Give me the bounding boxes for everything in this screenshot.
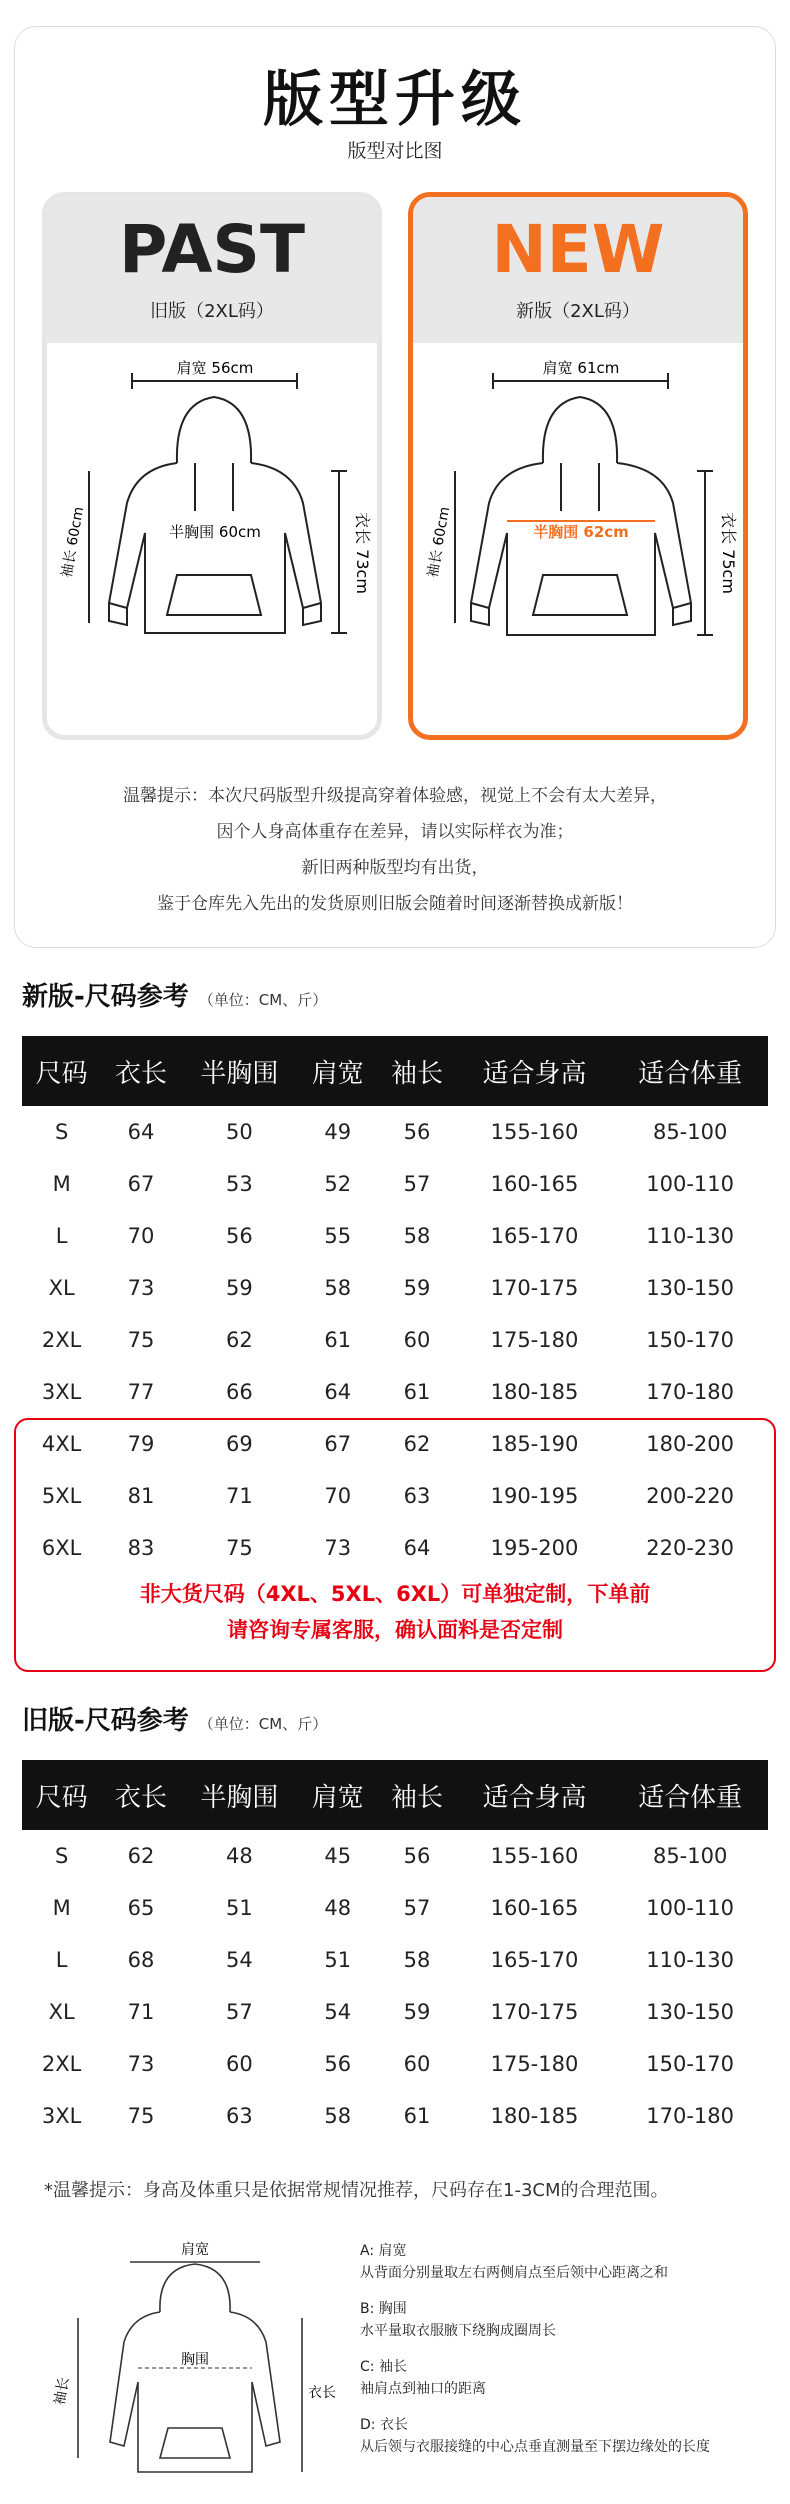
- table-cell: 70: [127, 1224, 155, 1248]
- table-cell: 48: [324, 1896, 352, 1920]
- table-cell: 61: [324, 1328, 352, 1352]
- table-cell: 150-170: [646, 1328, 735, 1352]
- column-header: 肩宽: [298, 1036, 377, 1106]
- table-cell: 58: [324, 1276, 352, 1300]
- column-header: 适合体重: [612, 1036, 768, 1106]
- notice-line: 温馨提示：本次尺码版型升级提高穿着体验感，视觉上不会有太大差异，: [123, 786, 667, 806]
- table-cell: 57: [225, 2000, 253, 2024]
- table-row: [22, 1366, 768, 1418]
- table-row: [22, 1882, 768, 1934]
- table-cell: 58: [403, 1948, 431, 1972]
- table-cell: 100-110: [646, 1896, 735, 1920]
- table-cell: M: [52, 1172, 71, 1196]
- table-cell: 81: [127, 1484, 155, 1508]
- table-cell: 50: [225, 1120, 253, 1144]
- column-header: 袖长: [377, 1760, 456, 1830]
- new-length-text: 衣长 75cm: [719, 512, 738, 594]
- diagram-shoulder: 肩宽: [181, 2242, 209, 2258]
- table-cell: 155-160: [490, 1120, 579, 1144]
- table-cell: 180-185: [490, 1380, 579, 1404]
- table-cell: S: [54, 1120, 69, 1144]
- column-header: 适合身高: [457, 1036, 613, 1106]
- table-cell: 4XL: [41, 1432, 82, 1456]
- table-cell: 2XL: [41, 2052, 82, 2076]
- table-cell: 64: [127, 1120, 155, 1144]
- past-hoodie-diagram: [47, 343, 377, 739]
- table-cell: 110-130: [646, 1224, 735, 1248]
- new-header: [413, 197, 743, 343]
- table-cell: 195-200: [490, 1536, 579, 1560]
- table-row: [22, 1262, 768, 1314]
- table-cell: 51: [225, 1896, 253, 1920]
- table-cell: 77: [127, 1380, 155, 1404]
- table-cell: 60: [403, 2052, 431, 2076]
- new-size-title: 新版-尺码参考 （单位：CM、斤）: [22, 982, 328, 1012]
- column-header: 衣长: [101, 1760, 180, 1830]
- pocket: [167, 575, 261, 615]
- table-cell: 65: [127, 1896, 155, 1920]
- table-cell: 67: [324, 1432, 352, 1456]
- table-cell: 59: [225, 1276, 253, 1300]
- table-cell: 180-200: [646, 1432, 735, 1456]
- column-header: 适合身高: [457, 1760, 613, 1830]
- table-cell: 2XL: [41, 1328, 82, 1352]
- table-cell: 56: [324, 2052, 352, 2076]
- table-cell: 49: [324, 1120, 352, 1144]
- past-label: PAST: [119, 211, 305, 288]
- table-cell: 160-165: [490, 1172, 579, 1196]
- column-header: 半胸围: [181, 1036, 298, 1106]
- table-cell: 3XL: [41, 2104, 82, 2128]
- column-header: 肩宽: [298, 1760, 377, 1830]
- table-cell: 68: [127, 1948, 155, 1972]
- table-cell: XL: [48, 2000, 75, 2024]
- table-cell: 54: [225, 1948, 253, 1972]
- table-cell: 61: [403, 1380, 431, 1404]
- table-cell: 175-180: [490, 2052, 579, 2076]
- new-hoodie-diagram: [413, 343, 743, 739]
- table-cell: 69: [225, 1432, 253, 1456]
- table-cell: 73: [127, 2052, 155, 2076]
- table-cell: 62: [127, 1844, 155, 1868]
- table-cell: 62: [225, 1328, 253, 1352]
- custom-size-note: 非大货尺码（4XL、5XL、6XL）可单独定制，下单前 请咨询专属客服，确认面料是否定制: [139, 1582, 651, 1642]
- notice-line: 新旧两种版型均有出货，: [301, 858, 489, 878]
- table-cell: 61: [403, 2104, 431, 2128]
- table-cell: 220-230: [646, 1536, 735, 1560]
- table-cell: 62: [403, 1432, 431, 1456]
- table-cell: 83: [127, 1536, 155, 1560]
- table-cell: 60: [225, 2052, 253, 2076]
- table-cell: 52: [324, 1172, 352, 1196]
- notice-line: 鉴于仓库先入先出的发货原则旧版会随着时间逐渐替换成新版！: [157, 894, 633, 914]
- table-row: [22, 1830, 768, 1882]
- new-shoulder-text: 肩宽 61cm: [542, 359, 620, 377]
- table-cell: 54: [324, 2000, 352, 2024]
- table-cell: 59: [403, 2000, 431, 2024]
- table-cell: 150-170: [646, 2052, 735, 2076]
- diagram-chest: 胸围: [181, 2352, 209, 2368]
- table-cell: 70: [324, 1484, 352, 1508]
- old-size-title: 旧版-尺码参考 （单位：CM、斤）: [22, 1706, 328, 1736]
- past-panel: [42, 192, 382, 740]
- table-row: [22, 1314, 768, 1366]
- table-cell: 185-190: [490, 1432, 579, 1456]
- table-cell: 71: [127, 2000, 155, 2024]
- column-header: 半胸围: [181, 1760, 298, 1830]
- new-panel: [408, 192, 748, 740]
- table-cell: 66: [225, 1380, 253, 1404]
- table-cell: 45: [324, 1844, 352, 1868]
- table-row: [22, 1158, 768, 1210]
- table-cell: 165-170: [490, 1948, 579, 1972]
- table-cell: 56: [403, 1120, 431, 1144]
- table-cell: 79: [127, 1432, 155, 1456]
- table-cell: M: [52, 1896, 71, 1920]
- page-subtitle: 版型对比图: [347, 140, 443, 162]
- table-cell: 160-165: [490, 1896, 579, 1920]
- table-cell: 73: [324, 1536, 352, 1560]
- table-cell: 175-180: [490, 1328, 579, 1352]
- column-header: 尺码: [22, 1036, 101, 1106]
- table-cell: 180-185: [490, 2104, 579, 2128]
- table-cell: 200-220: [646, 1484, 735, 1508]
- table-row: [22, 1934, 768, 1986]
- past-version: 旧版（2XL码）: [150, 301, 274, 322]
- table-cell: 56: [225, 1224, 253, 1248]
- table-cell: 75: [225, 1536, 253, 1560]
- table-cell: 3XL: [41, 1380, 82, 1404]
- past-sleeve-text: 袖长 60cm: [58, 505, 88, 579]
- table-cell: 170-180: [646, 2104, 735, 2128]
- new-chest-text: 半胸围 62cm: [533, 523, 629, 541]
- past-chest-text: 半胸围 60cm: [169, 523, 261, 541]
- table-cell: 170-175: [490, 2000, 579, 2024]
- table-row: [22, 1106, 768, 1158]
- table-cell: 57: [403, 1896, 431, 1920]
- table-cell: 5XL: [41, 1484, 82, 1508]
- table-cell: 58: [403, 1224, 431, 1248]
- upgrade-notice: [0, 778, 790, 922]
- table-cell: 57: [403, 1172, 431, 1196]
- table-cell: 100-110: [646, 1172, 735, 1196]
- table-cell: 53: [225, 1172, 253, 1196]
- table-cell: 170-175: [490, 1276, 579, 1300]
- table-cell: 64: [324, 1380, 352, 1404]
- new-sleeve-text: 袖长 60cm: [424, 505, 454, 579]
- table-cell: 170-180: [646, 1380, 735, 1404]
- table-cell: 64: [403, 1536, 431, 1560]
- table-cell: 48: [225, 1844, 253, 1868]
- column-header: 衣长: [101, 1036, 180, 1106]
- past-shoulder-text: 肩宽 56cm: [176, 359, 254, 377]
- diagram-sleeve: 袖长: [51, 2376, 73, 2407]
- new-label: NEW: [491, 211, 665, 288]
- column-header: 袖长: [377, 1036, 456, 1106]
- table-row: [22, 1210, 768, 1262]
- table-cell: 67: [127, 1172, 155, 1196]
- table-cell: 130-150: [646, 1276, 735, 1300]
- table-cell: 71: [225, 1484, 253, 1508]
- table-cell: L: [55, 1224, 68, 1248]
- table-cell: 56: [403, 1844, 431, 1868]
- table-cell: 59: [403, 1276, 431, 1300]
- table-cell: 110-130: [646, 1948, 735, 1972]
- table-cell: L: [55, 1948, 68, 1972]
- page-title: 版型升级: [263, 65, 527, 135]
- column-header: 适合体重: [612, 1760, 768, 1830]
- table-cell: 58: [324, 2104, 352, 2128]
- table-cell: 75: [127, 1328, 155, 1352]
- table-cell: 60: [403, 1328, 431, 1352]
- table-cell: XL: [48, 1276, 75, 1300]
- table-cell: 190-195: [490, 1484, 579, 1508]
- table-cell: 73: [127, 1276, 155, 1300]
- column-header: 尺码: [22, 1760, 101, 1830]
- table-cell: 75: [127, 2104, 155, 2128]
- table-cell: 85-100: [652, 1120, 728, 1144]
- hood: [177, 397, 251, 463]
- notice-line: 因个人身高体重存在差异，请以实际样衣为准；: [216, 822, 574, 842]
- size-tip: *温馨提示：身高及体重只是依据常规情况推荐，尺码存在1-3CM的合理范围。: [44, 2180, 669, 2201]
- table-cell: 165-170: [490, 1224, 579, 1248]
- table-row: [22, 1986, 768, 2038]
- table-cell: 130-150: [646, 2000, 735, 2024]
- past-length-text: 衣长 73cm: [353, 512, 372, 594]
- table-cell: S: [54, 1844, 69, 1868]
- table-cell: 51: [324, 1948, 352, 1972]
- table-cell: 55: [324, 1224, 352, 1248]
- diagram-length: 衣长: [308, 2385, 336, 2401]
- table-cell: 6XL: [41, 1536, 82, 1560]
- table-cell: 63: [403, 1484, 431, 1508]
- measure-definitions: A: 肩宽 从背面分别量取左右两侧肩点至后领中心距离之和 B: 胸围 水平量取衣服腋下绕胸成圈周长 C: 袖长 袖肩点到袖口的距离 D: 衣长 从后领与衣服接缝的中心点垂直测量至下摆边缘处的长度: [360, 2243, 710, 2455]
- old-size-table: [22, 1760, 768, 2142]
- table-cell: 63: [225, 2104, 253, 2128]
- table-cell: 85-100: [652, 1844, 728, 1868]
- table-row: [22, 2038, 768, 2090]
- table-row: [22, 2090, 768, 2142]
- table-cell: 155-160: [490, 1844, 579, 1868]
- measure-diagram: [40, 2232, 340, 2494]
- past-header: [47, 197, 377, 343]
- new-version: 新版（2XL码）: [516, 301, 640, 322]
